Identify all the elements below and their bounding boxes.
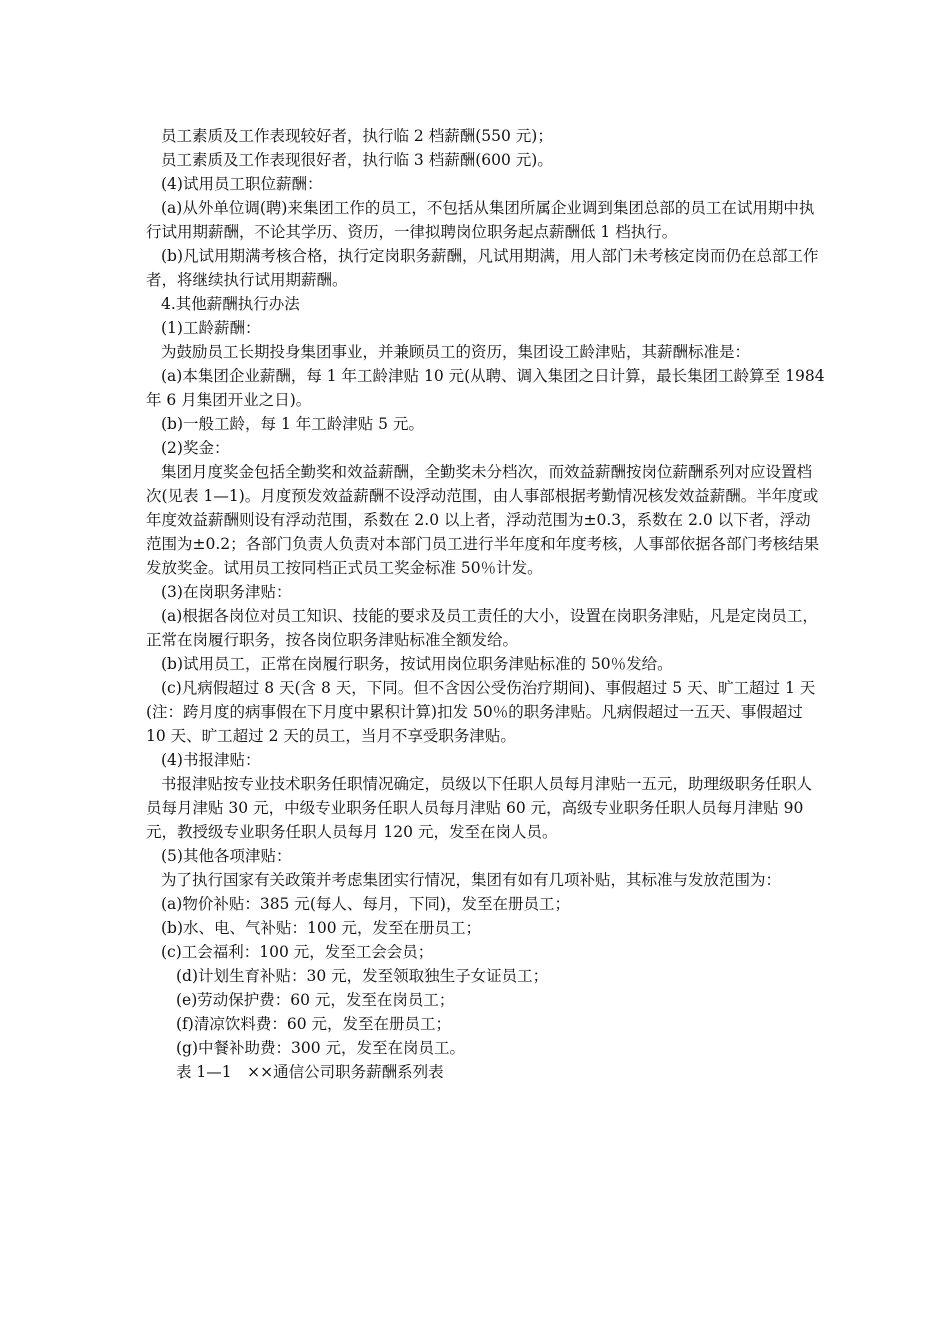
paragraph: (b)凡试用期满考核合格，执行定岗职务薪酬，凡试用期满，用人部门未考核定岗而仍在总部工作者，将继续执行试用期薪酬。 xyxy=(146,247,819,289)
paragraph: (c)工会福利：100 元，发至工会会员； xyxy=(161,943,434,961)
paragraph: 员工素质及工作表现很好者，执行临 3 档薪酬(600 元)。 xyxy=(161,151,553,169)
paragraph: (4)书报津贴： xyxy=(161,751,261,769)
paragraph: 书报津贴按专业技术职务任职情况确定，员级以下任职人员每月津贴一五元，助理级职务任职人员每月津贴 30 元，中级专业职务任职人员每月津贴 60 元，高级专业职务任职人员每月津贴 90 元，教授级专业职务任职人员每月 120 元，发至在岗人员。 xyxy=(146,775,813,841)
paragraph: (3)在岗职务津贴： xyxy=(161,583,292,601)
paragraph: 4.其他薪酬执行办法 xyxy=(161,295,300,313)
paragraph: 员工素质及工作表现较好者，执行临 2 档薪酬(550 元)； xyxy=(161,127,553,145)
paragraph: (5)其他各项津贴： xyxy=(161,847,292,865)
paragraph: (e)劳动保护费：60 元，发至在岗员工； xyxy=(176,991,455,1009)
paragraph: (a)物价补贴：385 元(每人、每月，下同)，发至在册员工； xyxy=(161,895,570,913)
paragraph: (b)试用员工，正常在岗履行职务，按试用岗位职务津贴标准的 50％发给。 xyxy=(161,655,673,673)
paragraph: (c)凡病假超过 8 天(含 8 天，下同。但不含因公受伤治疗期间)、事假超过 5 天、旷工超过 1 天(注：跨月度的病事假在下月度中累积计算)扣发 50％的职务津贴。凡病假超过一五天、事假超过 10 天、旷工超过 2 天的员工，当月不享受职务津贴。 xyxy=(146,679,816,745)
paragraph: (4)试用员工职位薪酬： xyxy=(161,175,323,193)
paragraph: (a)本集团企业薪酬，每 1 年工龄津贴 10 元(从聘、调入集团之日计算，最长集团工龄算至 1984 年 6 月集团开业之日)。 xyxy=(146,367,825,409)
paragraph: (a)从外单位调(聘)来集团工作的员工，不包括从集团所属企业调到集团总部的员工在试用期中执行试用期薪酬，不论其学历、资历，一律拟聘岗位职务起点薪酬低 1 档执行。 xyxy=(146,199,815,241)
paragraph: (1)工龄薪酬： xyxy=(161,319,261,337)
paragraph: (2)奖金： xyxy=(161,439,230,457)
paragraph: (f)清凉饮料费：60 元，发至在册员工； xyxy=(176,1015,451,1033)
paragraph: 为了执行国家有关政策并考虑集团实行情况，集团有如有几项补贴，其标准与发放范围为： xyxy=(161,871,782,889)
paragraph: (b)水、电、气补贴：100 元，发至在册员工； xyxy=(161,919,482,937)
paragraph: (a)根据各岗位对员工知识、技能的要求及员工责任的大小，设置在岗职务津贴，凡是定岗员工，正常在岗履行职务，按各岗位职务津贴标准全额发给。 xyxy=(146,607,818,649)
paragraph: 为鼓励员工长期投身集团事业，并兼顾员工的资历，集团设工龄津贴，其薪酬标准是： xyxy=(161,343,751,361)
paragraph: (g)中餐补助费：300 元，发至在岗员工。 xyxy=(176,1039,466,1057)
paragraph: (b)一般工龄，每 1 年工龄津贴 5 元。 xyxy=(161,415,424,433)
paragraph: 集团月度奖金包括全勤奖和效益薪酬，全勤奖未分档次，而效益薪酬按岗位薪酬系列对应设置档次(见表 1—1)。月度预发效益薪酬不设浮动范围，由人事部根据考勤情况核发效益薪酬。半年度或年度效益薪酬则设有浮动范围，系数在 2.0 以上者，浮动范围为±0.3，系数在 2.0 以下者，浮动范围为±0.2；各部门负责人负责对本部门员工进行半年度和年度考核，人事部依据各部门考核结果发放奖金。试用员工按同档正式员工奖金标准 50％计发。 xyxy=(146,463,820,577)
body-text xyxy=(146,124,826,1084)
paragraph: (d)计划生育补贴：30 元，发至领取独生子女证员工； xyxy=(176,967,549,985)
paragraph: 表 1—1 ××通信公司职务薪酬系列表 xyxy=(176,1063,444,1081)
